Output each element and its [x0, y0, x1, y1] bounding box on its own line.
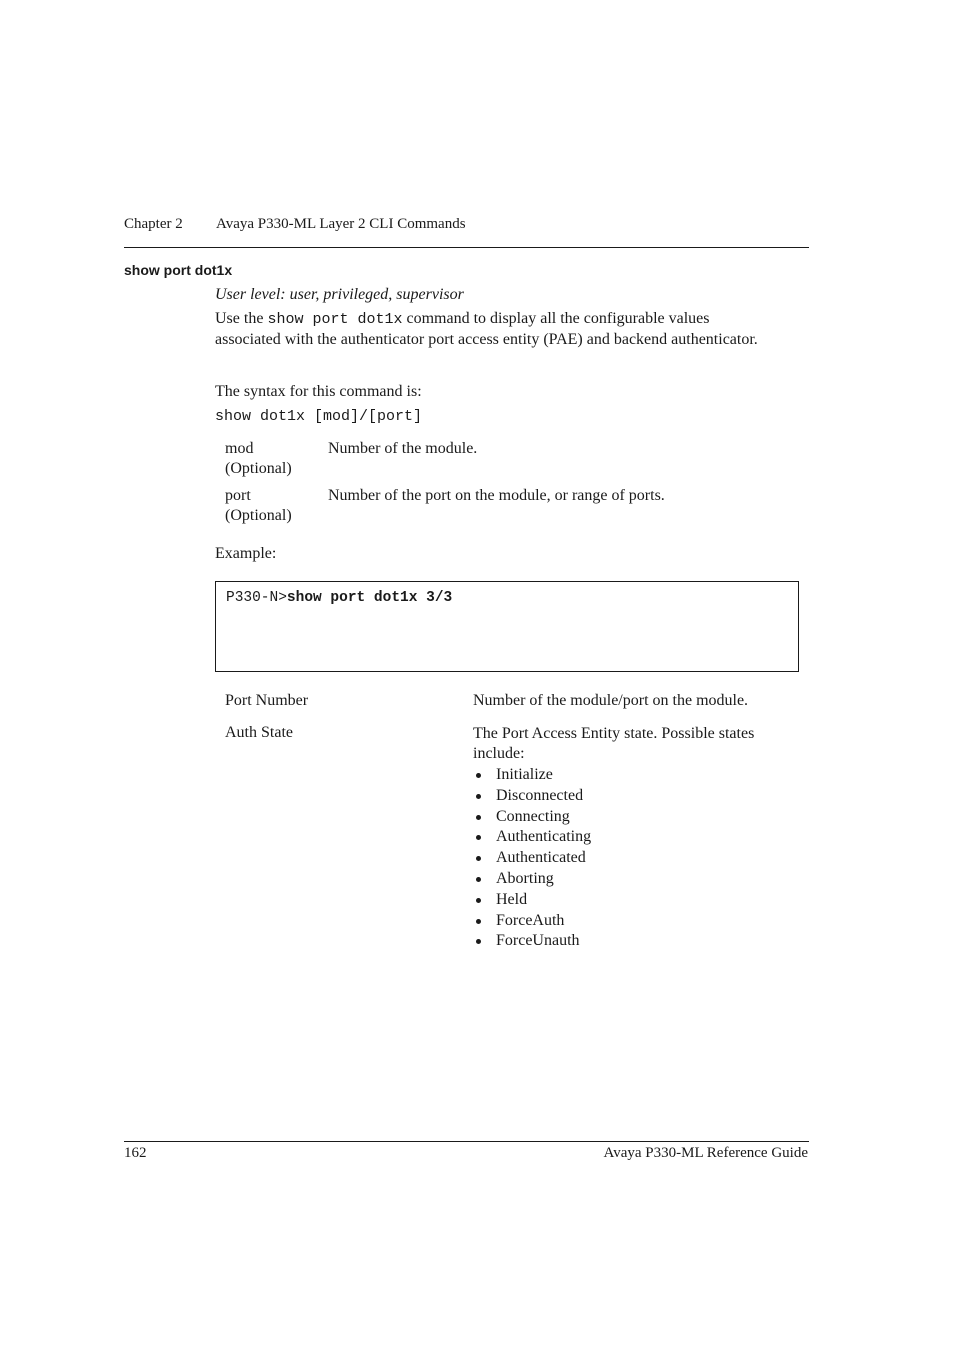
section-heading: show port dot1x	[124, 262, 233, 278]
intro-paragraph	[215, 309, 775, 349]
footer-rule	[124, 1141, 809, 1142]
param-port-qualifier: (Optional)	[225, 506, 292, 524]
field-auth-state-description: The Port Access Entity state. Possible states include:	[473, 725, 755, 762]
list-item: ForceAuth	[473, 911, 591, 932]
param-mod-qualifier: (Optional)	[225, 459, 292, 477]
cli-command: show port dot1x 3/3	[286, 590, 453, 606]
param-port-name	[225, 486, 292, 525]
intro-post: command to display all the configurable values associated with the authenticator port access entity (PAE) and backend authenticator.	[215, 310, 758, 348]
chapter-title: Avaya P330-ML Layer 2 CLI Commands	[216, 216, 466, 232]
list-item: Aborting	[473, 869, 591, 890]
intro-code: show port dot1x	[267, 311, 403, 328]
field-auth-state-name: Auth State	[225, 724, 293, 741]
chapter-label: Chapter 2	[124, 216, 183, 232]
cli-prompt: P330-N>	[226, 590, 287, 606]
list-item: Authenticating	[473, 827, 591, 848]
list-item: ForceUnauth	[473, 931, 591, 952]
user-level: User level: user, privileged, supervisor	[215, 286, 464, 303]
field-port-number-name: Port Number	[225, 692, 309, 709]
list-item: Connecting	[473, 807, 591, 828]
field-port-number-description: Number of the module/port on the module.	[473, 692, 749, 709]
list-item: Held	[473, 890, 591, 911]
example-command-line	[226, 590, 452, 606]
page-number: 162	[124, 1145, 147, 1161]
param-port-label: port	[225, 487, 251, 504]
list-item: Initialize	[473, 765, 591, 786]
list-item: Disconnected	[473, 786, 591, 807]
guide-title: Avaya P330-ML Reference Guide	[603, 1145, 808, 1161]
syntax-label: The syntax for this command is:	[215, 383, 422, 400]
param-mod-name	[225, 439, 292, 478]
param-port-description: Number of the port on the module, or range of ports.	[328, 487, 665, 504]
auth-state-list	[473, 765, 591, 952]
param-mod-label: mod	[225, 440, 254, 457]
list-item: Authenticated	[473, 848, 591, 869]
param-mod-description: Number of the module.	[328, 440, 478, 457]
syntax-code: show dot1x [mod]/[port]	[215, 408, 423, 425]
example-label: Example:	[215, 545, 277, 562]
intro-pre: Use the	[215, 310, 268, 327]
example-code-box	[215, 581, 799, 672]
header-rule	[124, 247, 809, 248]
